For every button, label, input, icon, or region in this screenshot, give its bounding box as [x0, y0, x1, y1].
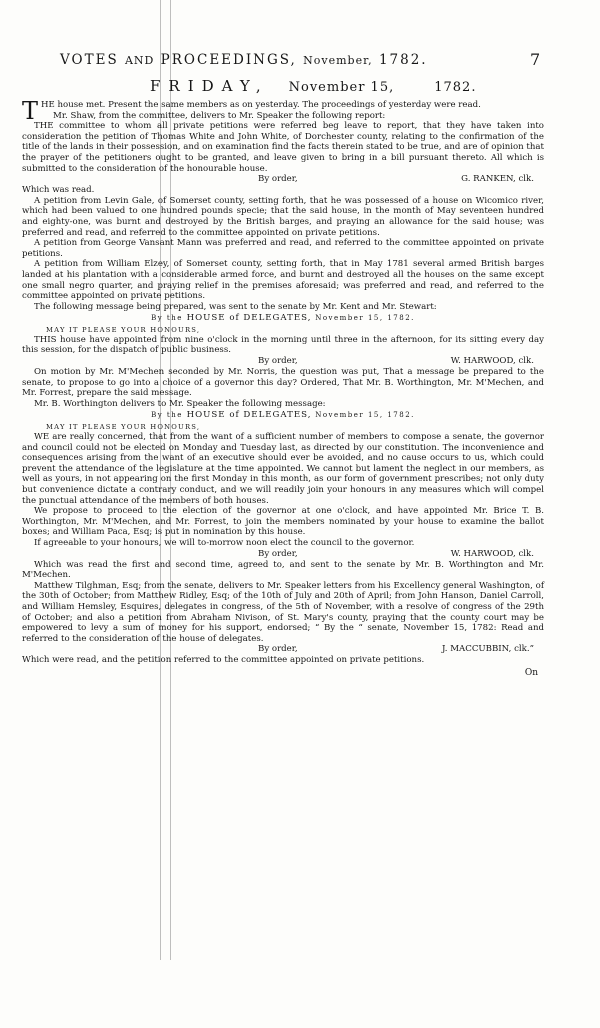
message-heading: [22, 313, 544, 324]
by-order: By order,: [258, 644, 298, 655]
day-year: 1782.: [434, 80, 477, 95]
signature-line: [22, 549, 544, 560]
committee-report: THE committee to whom all private petitions were referred beg leave to report, that they have taken into consideration the petition of Thomas White and John White, of Dorchester county, relating to the confirmation of the title of the lands in their possession, and on examination find the facts therein stated to be true, and are of opinion that the prayer of the petitioners ought to be granted, and leave given to bring in a bill pursuant thereto. All which is submitted to the consideration of the honourable house.: [22, 121, 544, 174]
message-heading: [22, 410, 544, 421]
message-address: MAY IT PLEASE YOUR HONOURS,: [46, 423, 201, 432]
petition-paragraph: A petition from William Elzey, of Somerset county, setting forth, that in May 1781 several armed British barges landed at his plantation with a considerable armed force, and burnt and destroyed all the houses on the same except one small negro quarter, and praying relief in the premises aforesaid; was preferred and read, and referred to the committee appointed on private petitions.: [22, 259, 544, 302]
header-title-votes: VOTES: [60, 52, 119, 68]
message-date: November 15, 1782.: [315, 411, 415, 420]
message-paragraph: If agreeable to your honours, we will to-morrow noon elect the council to the governor.: [34, 537, 415, 548]
catchword: On: [524, 667, 538, 678]
paragraph: The following message being prepared, was sent to the senate by Mr. Kent and Mr. Stewart:: [34, 301, 437, 312]
day-date: November 15,: [288, 80, 395, 95]
header-year: 1782.: [378, 52, 428, 68]
by-order: By order,: [258, 548, 298, 559]
running-header: [60, 52, 550, 72]
message-date: November 15, 1782.: [315, 314, 415, 323]
header-month: November,: [303, 54, 373, 67]
paragraph: Mr. B. Worthington delivers to Mr. Speaker the following message:: [34, 398, 326, 409]
signature-line: [22, 174, 544, 185]
paragraph: Mr. Shaw, from the committee, delivers to Mr. Speaker the following report:: [53, 110, 386, 121]
signature-line: [22, 644, 544, 655]
day-name: FRIDAY,: [150, 77, 269, 95]
header-title-proceedings: PROCEEDINGS,: [160, 52, 297, 68]
clerk-name: W. HARWOOD, clk.: [450, 548, 534, 559]
message-paragraph: We propose to proceed to the election of the governor at one o'clock, and have appointed Mr. Brice T. B. Worthington, Mr. M'Mechen, and Mr. Forrest, to join the members nominated by your house to examine the ballot boxes; and William Paca, Esq; is put in nomination by this house.: [22, 506, 544, 538]
day-heading: [150, 77, 476, 95]
by-order: By order,: [258, 174, 298, 185]
letters-paragraph: Matthew Tilghman, Esq; from the senate, delivers to Mr. Speaker letters from his Excellency general Washington, of the 30th of October; from Matthew Ridley, Esq; of the 10th of July and 20th of April; from John Hanson, Daniel Carroll, and William Hemsley, Esquires, delegates in congress, of the 5th of November, with a resolve of congress of the 29th of October; and also a petition from Abraham Nivison, of St. Mary's county, praying that the county court may be empowered to levy a sum of money for his support, endorsed; “ By the “ senate, November 15, 1782: Read and referred to the consideration of the house of delegates.: [22, 580, 544, 644]
header-title-and: AND: [124, 54, 155, 67]
message-house: HOUSE of DELEGATES,: [186, 410, 312, 421]
clerk-name: G. RANKEN, clk.: [461, 174, 534, 185]
clerk-name: J. MACCUBBIN, clk.”: [442, 644, 534, 655]
message-house: HOUSE of DELEGATES,: [186, 313, 312, 324]
page-number: 7: [530, 50, 541, 69]
paragraph: Which were read, and the petition referred to the committee appointed on private petitions.: [22, 655, 425, 666]
paragraph: Which was read.: [22, 185, 95, 196]
petition-paragraph: A petition from Levin Gale, of Somerset county, setting forth, that he was possessed of a house on Wicomico river, which had been valued to one hundred pounds specie; that the said house, in the month of May seventeen hundred and eighty-one, was burnt and destroyed by the British barges, and praying an allowance for the said house; was preferred and read, and referred to the committee appointed on private petitions.: [22, 195, 544, 238]
by-order: By order,: [258, 356, 298, 367]
message-paragraph: WE are really concerned, that from the want of a sufficient number of members to compose a senate, the governor and council could not be elected on Monday and Tuesday last, as directed by our constitution. The inconvenience and consequences arising from the want of an executive should ever be avoided, and no cause occurs to us, which could prevent the attendance of the legislature at the time appointed. We cannot but lament the neglect in our members, as well as yours, in not appearing on the first Monday in this month, as our form of government prescribes; not only duty but convenience dictate a contrary conduct, and we will readily join your honours in any measures which will compel the punctual attendance of the members of both houses.: [22, 432, 544, 506]
paragraph: Which was read the first and second time, agreed to, and sent to the senate by Mr. B. Worthington and Mr. M'Mechen.: [22, 559, 544, 581]
message-by: By the: [151, 314, 183, 323]
drop-cap: T: [22, 97, 39, 125]
paragraph: HE house met. Present the same members as on yesterday. The proceedings of yesterday were read.: [41, 100, 481, 110]
motion-paragraph: On motion by Mr. M'Mechen seconded by Mr. Norris, the question was put, That a message be prepared to the senate, to propose to go into a choice of a governor this day? Ordered, That Mr. B. Worthington, Mr. M'Mechen, and Mr. Forrest, prepare the said message.: [22, 367, 544, 399]
message-paragraph: THIS house have appointed from nine o'clock in the morning until three in the afternoon, for its sitting every day this session, for the dispatch of public business.: [22, 334, 544, 356]
clerk-name: W. HARWOOD, clk.: [450, 356, 534, 367]
message-address: MAY IT PLEASE YOUR HONOURS,: [46, 325, 201, 334]
proceedings-body: [22, 97, 544, 678]
petition-paragraph: A petition from George Vansant Mann was preferred and read, and referred to the committee appointed on private petitions.: [22, 238, 544, 259]
message-by: By the: [151, 411, 183, 420]
signature-line: [22, 356, 544, 367]
